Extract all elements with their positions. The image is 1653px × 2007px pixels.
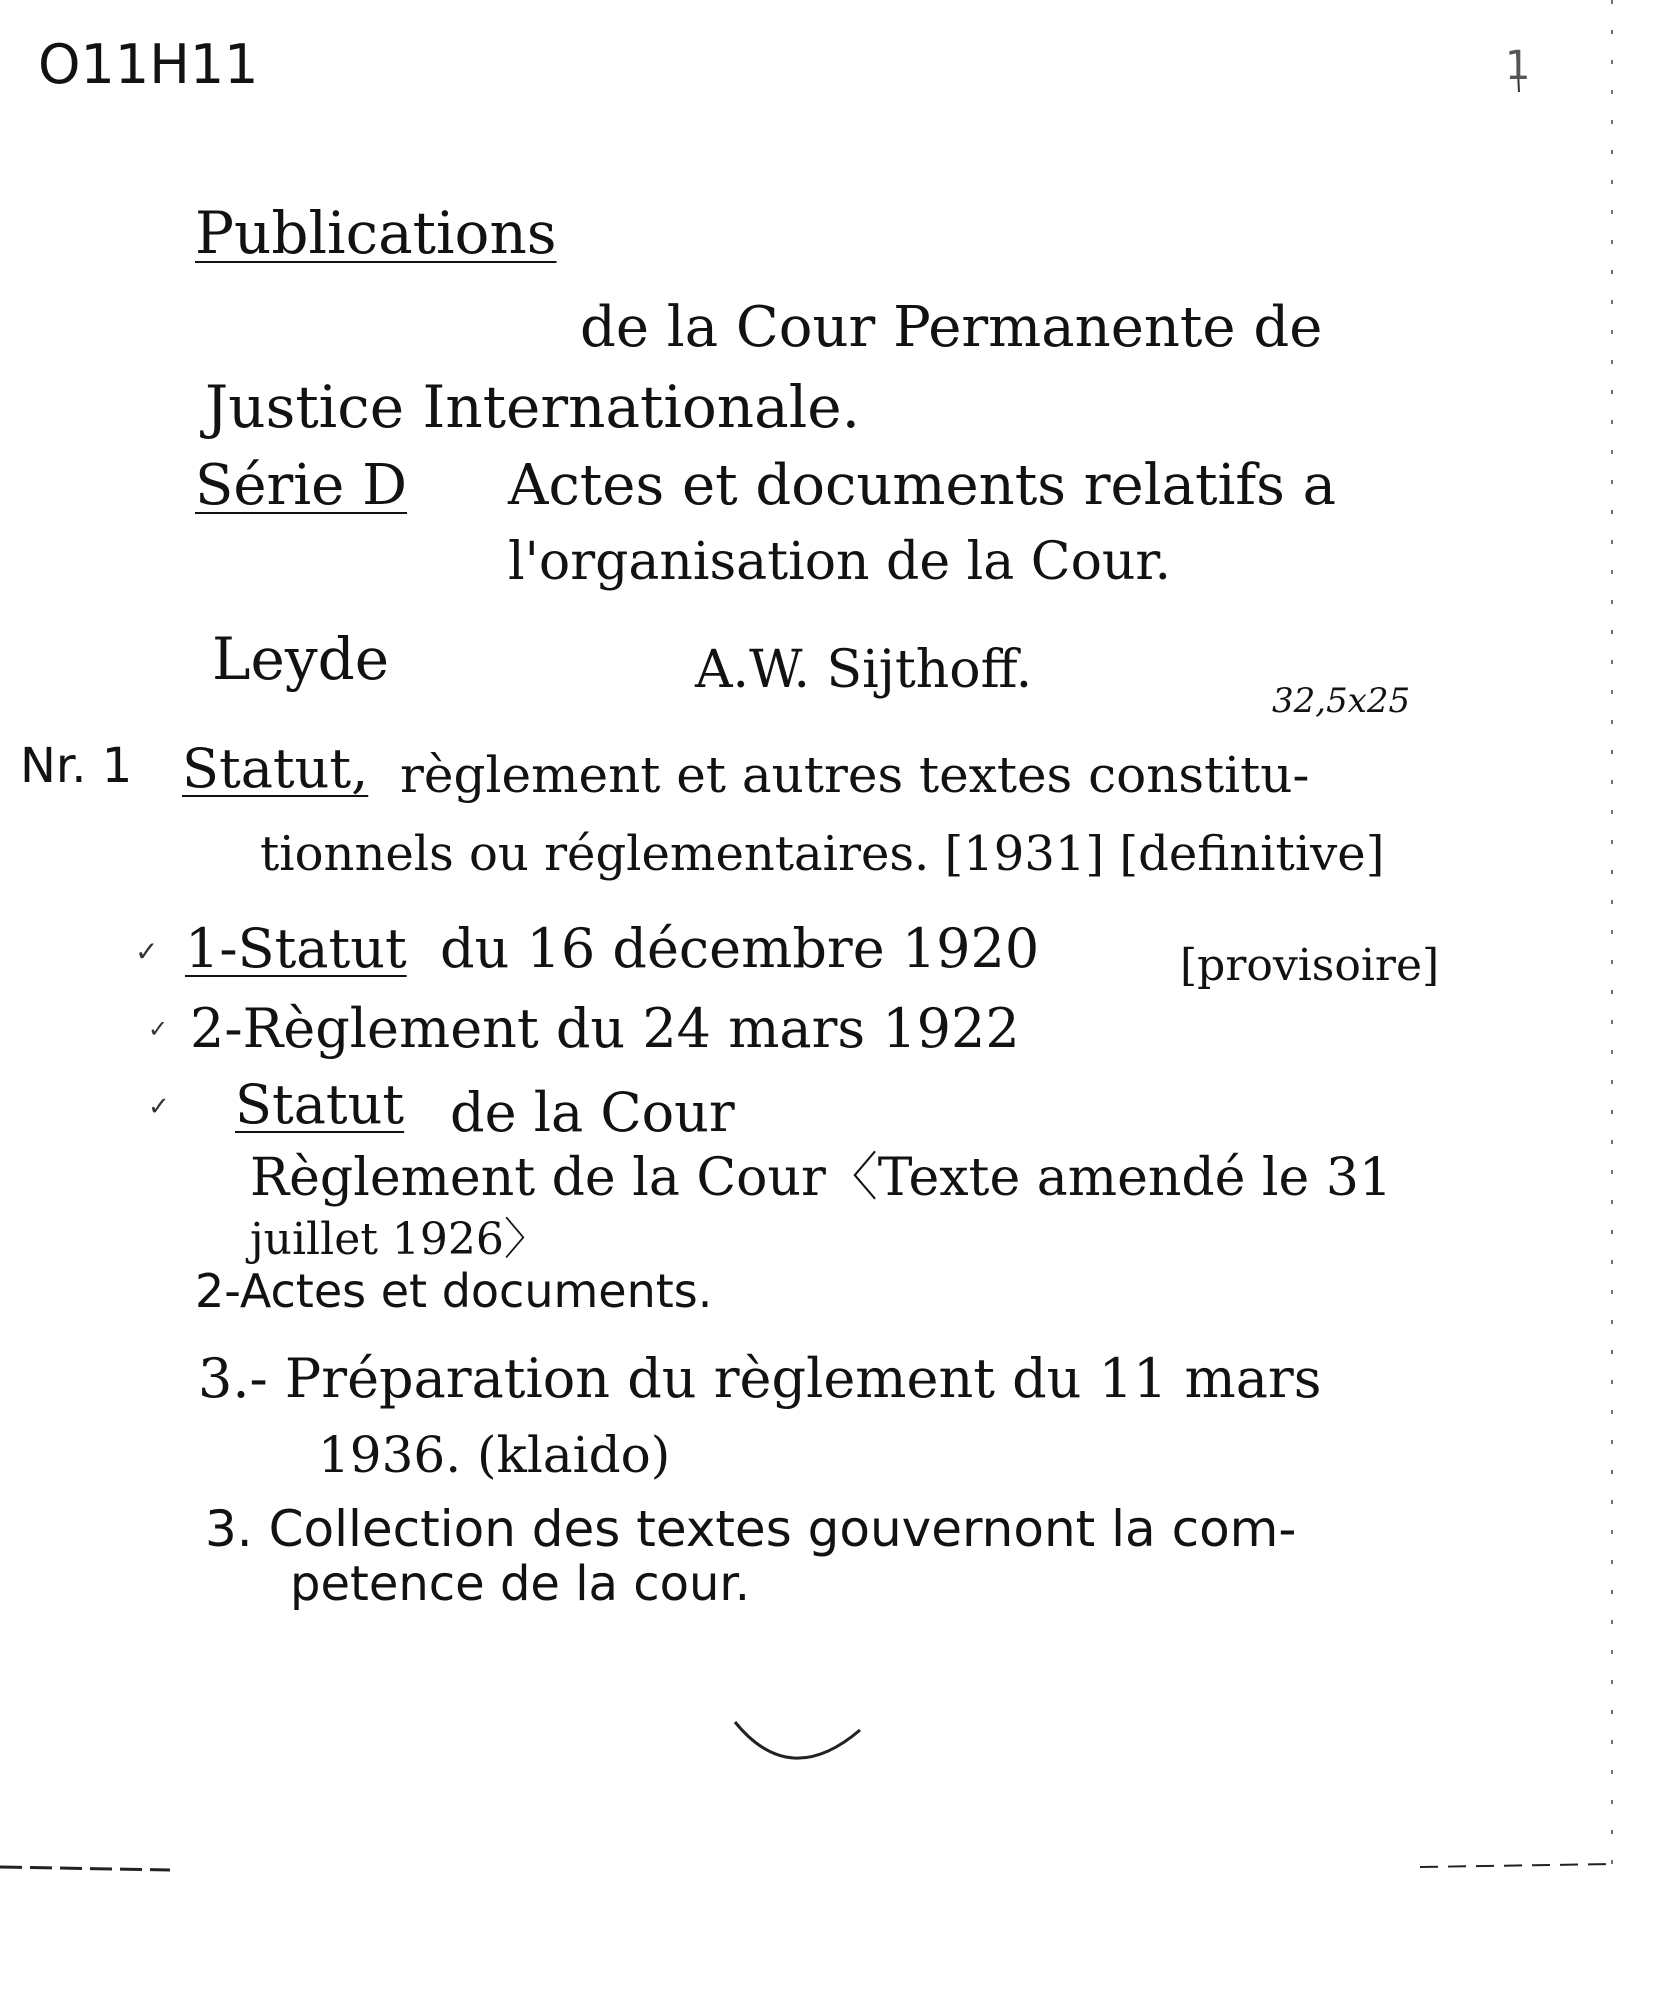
bottom-curve-stroke: [735, 1722, 860, 1758]
series-label: Série D: [195, 453, 408, 518]
sub-item-3-line3: juillet 1926〉: [250, 1214, 548, 1265]
entry-title-line1: règlement et autres textes constitu-: [400, 746, 1310, 804]
item-3-line1: 3.- Préparation du règlement du 11 mars: [198, 1347, 1322, 1410]
sub-item-1-label: 1-Statut: [185, 917, 407, 980]
item-3b-line2: petence de la cour.: [290, 1556, 750, 1612]
series-description-line2: l'organisation de la Cour.: [508, 532, 1172, 592]
sub-item-2-text: 2-Règlement du 24 mars 1922: [190, 997, 1020, 1060]
publications-subtitle-line2: Justice Internationale.: [205, 373, 861, 441]
check-mark-2: ✓: [148, 1015, 169, 1043]
imprint-format: 32,5x25: [1272, 681, 1411, 721]
item-2-text: 2-Actes et documents.: [195, 1264, 713, 1318]
sub-item-1-note: [provisoire]: [1180, 940, 1440, 991]
imprint-publisher: A.W. Sijthoff.: [695, 640, 1033, 700]
item-3b-line1: 3. Collection des textes gouvernont la com-: [205, 1500, 1297, 1558]
publications-title: Publications: [195, 199, 557, 267]
item-3-line2: 1936. (klaido): [318, 1426, 671, 1484]
entry-number-label: Nr. 1: [20, 738, 133, 794]
sub-item-3-statut: Statut: [235, 1073, 405, 1136]
imprint-place: Leyde: [212, 625, 390, 693]
sub-item-1-text: du 16 décembre 1920: [440, 917, 1040, 980]
entry-statut-title: Statut,: [182, 737, 369, 800]
series-description-line1: Actes et documents relatifs a: [508, 453, 1337, 518]
bottom-right-rule: [1420, 1864, 1612, 1867]
reference-number: O11H11: [38, 33, 259, 96]
page-number: 1: [1505, 43, 1531, 89]
sub-item-3-text: de la Cour: [450, 1081, 735, 1144]
check-mark-1: ✓: [135, 935, 159, 968]
check-mark-3: ✓: [148, 1092, 170, 1122]
publications-subtitle-line1: de la Cour Permanente de: [580, 295, 1323, 360]
sub-item-3-line2: Règlement de la Cour〈Texte amendé le 31: [250, 1148, 1393, 1208]
entry-title-line2: tionnels ou réglementaires. [1931] [definitive]: [260, 826, 1385, 882]
bottom-left-rule: [0, 1867, 170, 1870]
